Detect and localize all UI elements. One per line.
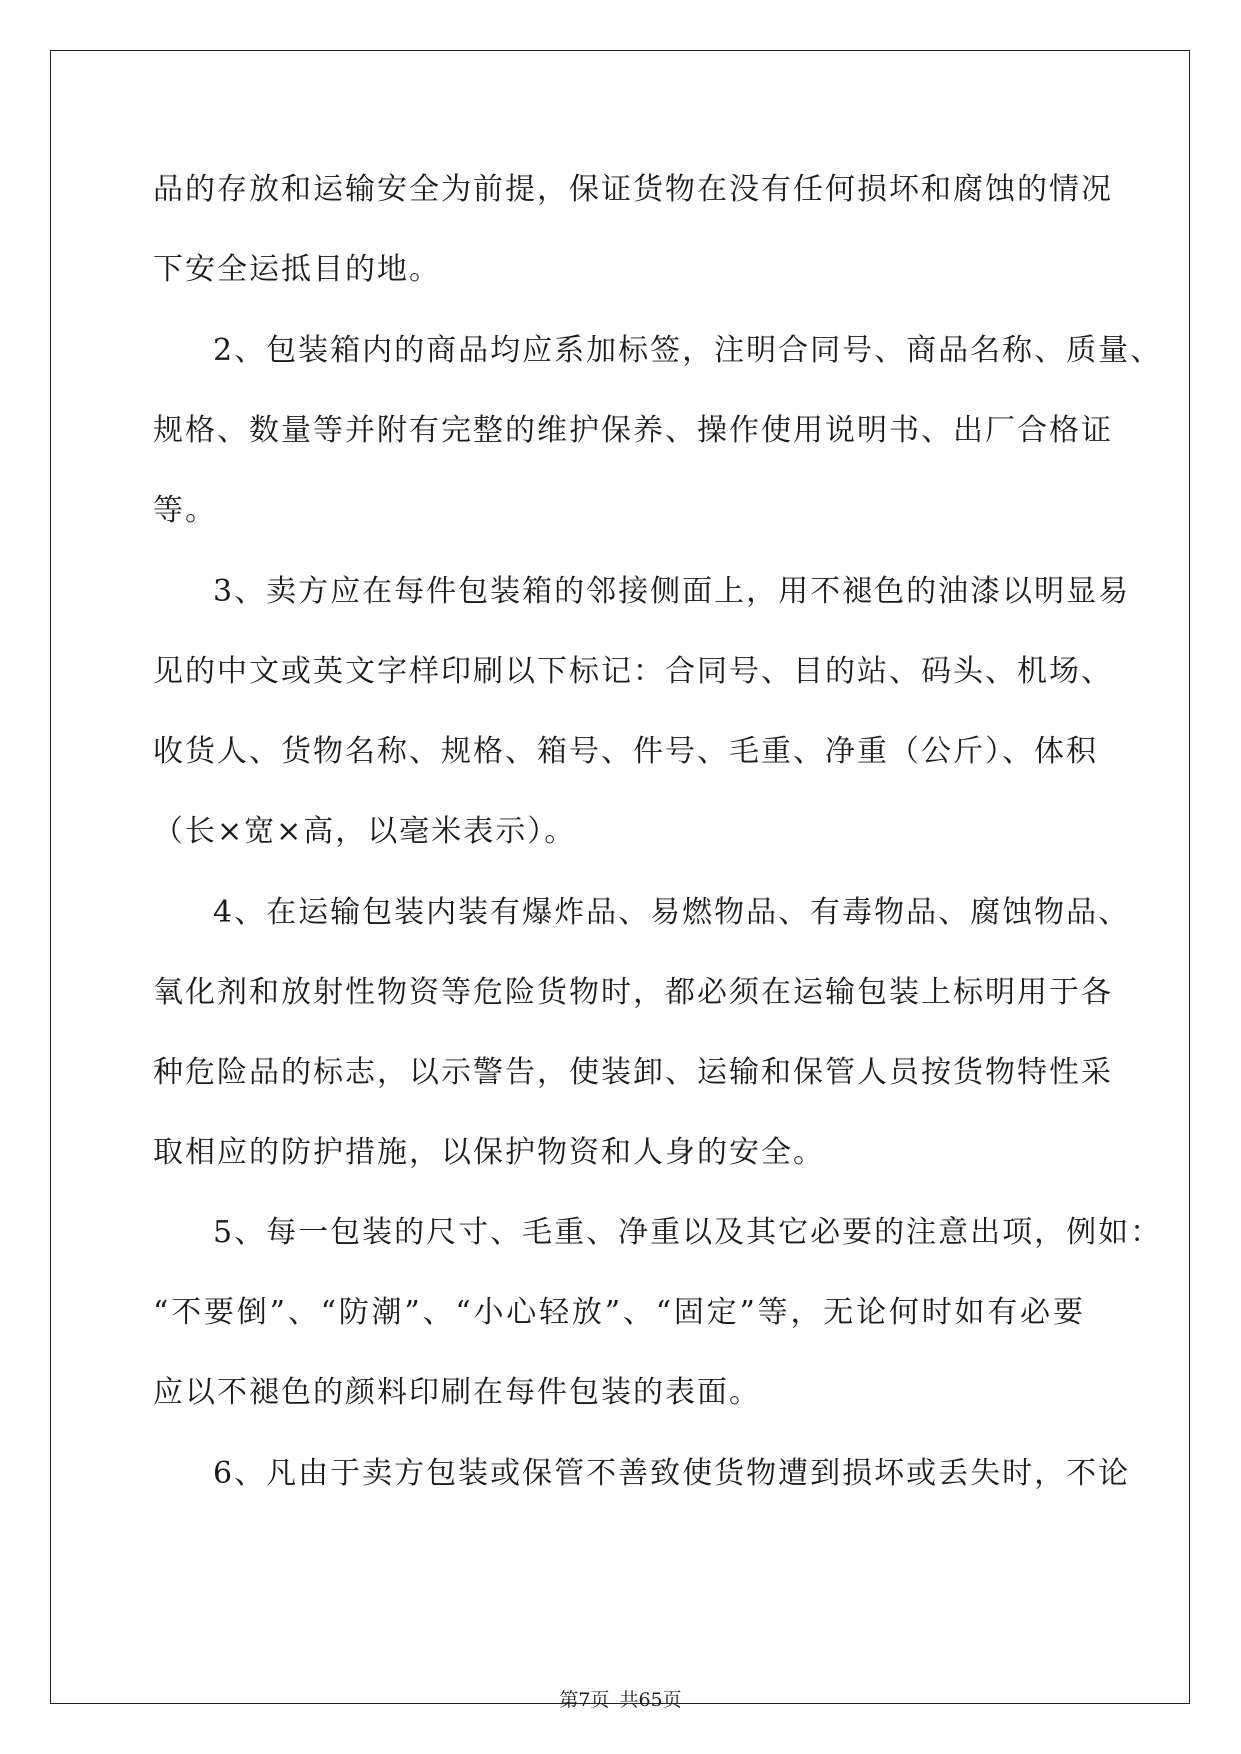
- page-number: 第7页: [559, 1689, 610, 1711]
- total-pages: 共65页: [619, 1689, 682, 1711]
- paragraph-5-line: 5、每一包装的尺寸、毛重、净重以及其它必要的注意出项，例如：: [213, 1215, 1163, 1250]
- paragraph-3-line: 3、卖方应在每件包装箱的邻接侧面上，用不褪色的油漆以明显易: [213, 574, 1131, 609]
- text-line: （长×宽×高，以毫米表示）。: [153, 814, 577, 849]
- paragraph-6-line: 6、凡由于卖方包装或保管不善致使货物遭到损坏或丢失时，不论: [213, 1456, 1131, 1491]
- text-line: 收货人、货物名称、规格、箱号、件号、毛重、净重（公斤）、体积: [153, 734, 1098, 769]
- paragraph-4-line: 4、在运输包装内装有爆炸品、易燃物品、有毒物品、腐蚀物品、: [213, 895, 1131, 930]
- text-line: 规格、数量等并附有完整的维护保养、操作使用说明书、出厂合格证: [153, 413, 1113, 448]
- text-line: 取相应的防护措施，以保护物资和人身的安全。: [153, 1135, 825, 1170]
- text-line: 应以不褪色的颜料印刷在每件包装的表面。: [153, 1375, 761, 1410]
- paragraph-2-line: 2、包装箱内的商品均应系加标签，注明合同号、商品名称、质量、: [213, 333, 1163, 368]
- page-footer: [0, 1688, 1241, 1712]
- text-line: “不要倒”、“防潮”、“小心轻放”、“固定”等，无论何时如有必要: [153, 1295, 1085, 1330]
- text-line: 等。: [153, 493, 217, 528]
- text-line: 见的中文或英文字样印刷以下标记：合同号、目的站、码头、机场、: [153, 654, 1113, 689]
- text-line: 种危险品的标志，以示警告，使装卸、运输和保管人员按货物特性采: [153, 1055, 1113, 1090]
- text-line: 品的存放和运输安全为前提，保证货物在没有任何损坏和腐蚀的情况: [153, 172, 1113, 207]
- text-line: 下安全运抵目的地。: [153, 252, 441, 287]
- text-line: 氧化剂和放射性物资等危险货物时，都必须在运输包装上标明用于各: [153, 975, 1113, 1010]
